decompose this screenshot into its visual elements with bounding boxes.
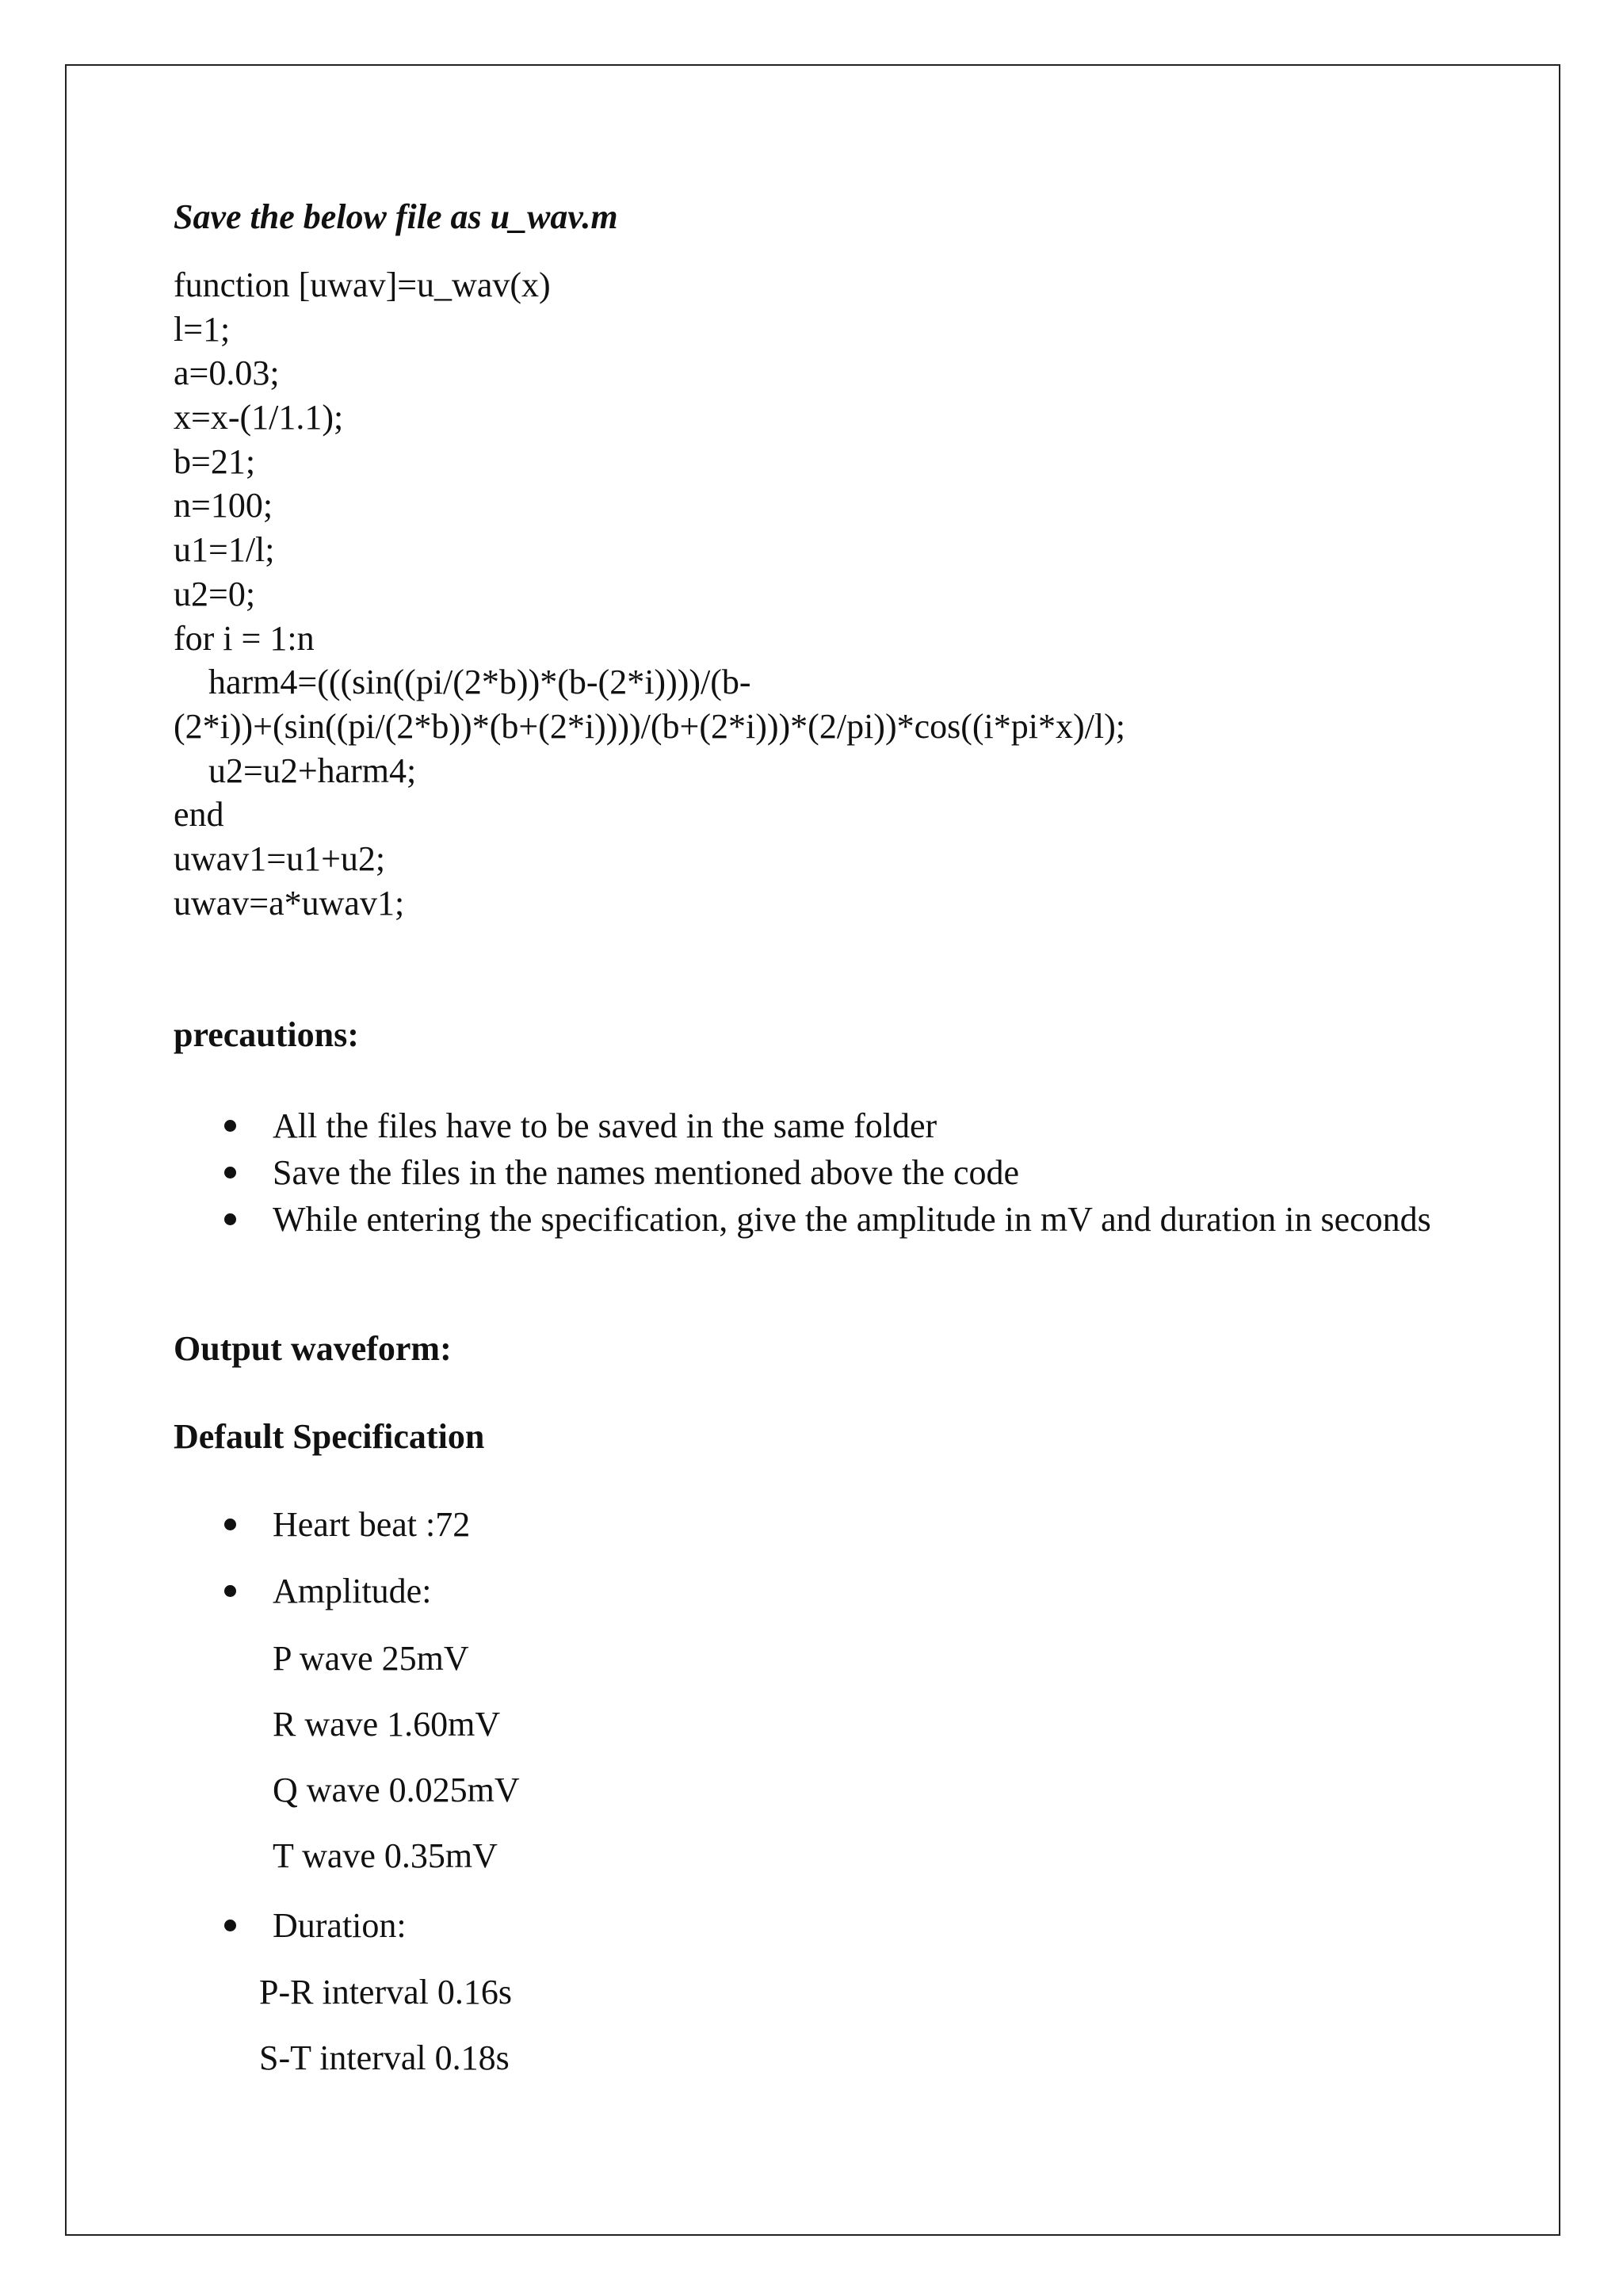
precautions-list [174,1104,1489,1241]
amplitude-value: T wave 0.35mV [273,1836,498,1875]
duration-value: P-R interval 0.16s [259,1973,512,2011]
list-item [174,1904,1489,1947]
list-item [174,1151,1489,1198]
code-line: (2*i))+(sin((pi/(2*b))*(b+(2*i))))/(b+(2*i)))*(2/pi))*cos((i*pi*x)/l); [174,706,1125,746]
list-item [174,1503,1489,1546]
duration-label: Duration: [273,1906,407,1945]
code-line: function [uwav]=u_wav(x) [174,266,551,304]
code-line: u2=0; [174,574,256,613]
file-save-heading: Save the below file as u_wav.m [174,197,618,236]
amplitude-value: P wave 25mV [273,1639,469,1678]
code-line: uwav1=u1+u2; [174,839,386,878]
list-item [174,1569,1489,1613]
precaution-text: While entering the specification, give the amplitude in mV and duration in seconds [273,1200,1431,1239]
bullet-icon [224,1585,236,1597]
duration-value: S-T interval 0.18s [259,2038,510,2077]
code-line: u1=1/l; [174,530,275,570]
bullet-icon [224,1920,236,1931]
code-line: a=0.03; [174,353,280,393]
matlab-code-block [174,263,1457,925]
list-item [174,1198,1489,1241]
code-line: for i = 1:n [174,618,315,658]
code-line: b=21; [174,441,256,481]
amplitude-label: Amplitude: [273,1572,432,1610]
output-waveform-heading: Output waveform: [174,1329,452,1368]
spec-duration [174,1904,1489,1947]
precaution-text: Save the files in the names mentioned above the code [273,1153,1020,1192]
amplitude-value: Q wave 0.025mV [273,1771,520,1809]
heart-beat-text: Heart beat :72 [273,1505,471,1544]
spec-heart-beat [174,1503,1489,1546]
precaution-text: All the files have to be saved in the same folder [273,1106,938,1145]
bullet-icon [224,1120,236,1132]
precautions-heading: precautions: [174,1015,359,1054]
spec-amplitude [174,1569,1489,1613]
code-line: l=1; [174,309,231,349]
code-line: u2=u2+harm4; [174,751,417,790]
default-spec-heading: Default Specification [174,1417,485,1456]
list-item [174,1104,1489,1151]
bullet-icon [224,1167,236,1179]
code-line: harm4=(((sin((pi/(2*b))*(b-(2*i))))/(b- [174,663,751,702]
code-line: x=x-(1/1.1); [174,398,344,437]
bullet-icon [224,1519,236,1530]
code-line: n=100; [174,486,273,525]
code-line: end [174,795,224,835]
bullet-icon [224,1213,236,1225]
code-line: uwav=a*uwav1; [174,883,405,923]
amplitude-value: R wave 1.60mV [273,1705,501,1744]
